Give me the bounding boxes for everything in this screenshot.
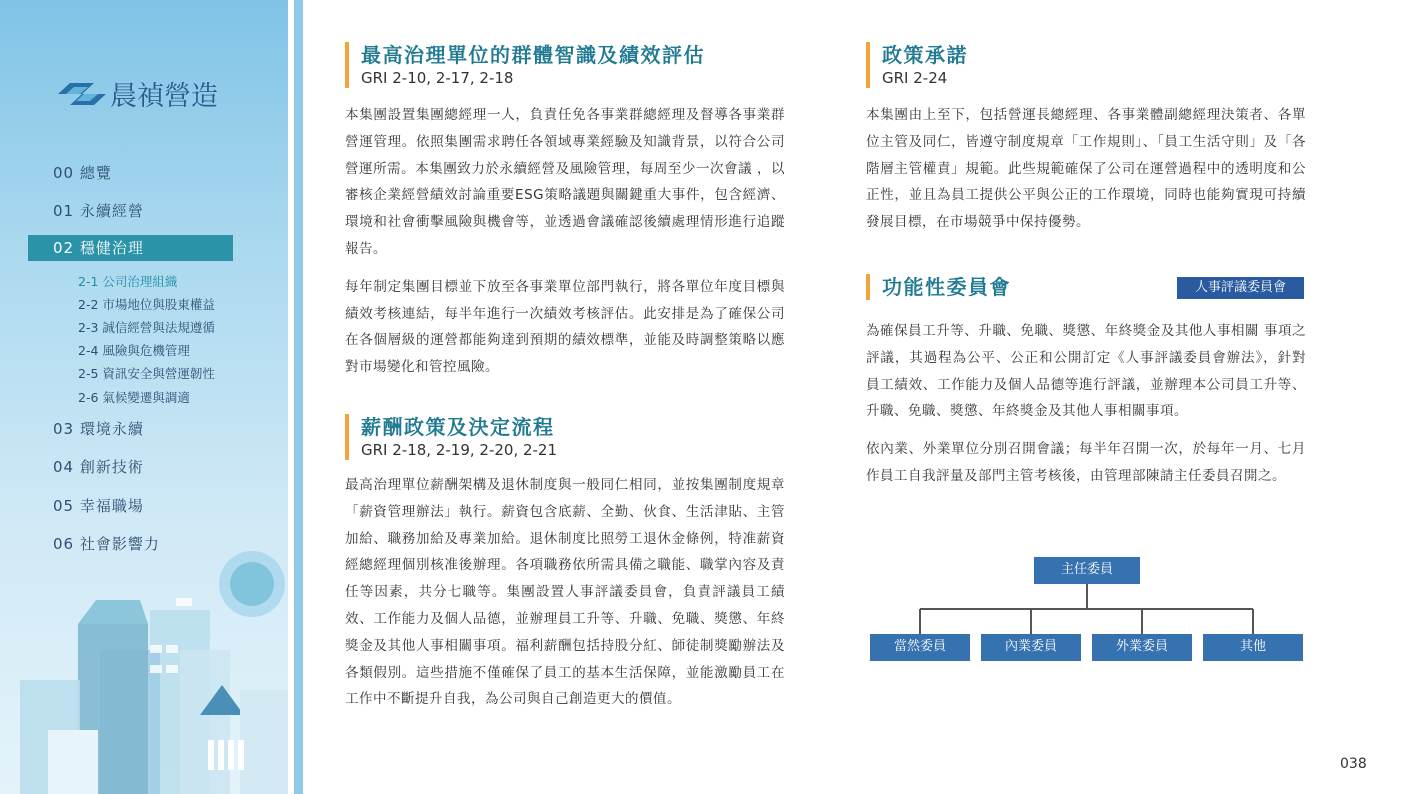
nav-item-workplace[interactable]: 05 幸福職場: [53, 497, 144, 515]
paragraph: 每年制定集團目標並下放至各事業單位部門執行，將各單位年度目標與績效考核連結，每半年進行一次績效考核評估。此安排是為了確保公司在各個層級的運營都能夠達到預期的績效標準，並能及時調整策略以應對市場變化和管控風險。: [345, 278, 785, 376]
section-title: 政策承諾: [882, 43, 968, 67]
org-node-internal: 內業委員: [981, 634, 1081, 661]
paragraph: 為確保員工升等、升職、免職、獎懲、年終獎金及其他人事相關 事項之評議，其過程為公平、公正和公開訂定《人事評議委員會辦法》，針對員工績效、工作能力及個人品德等進行評議，並辦理本公司員工升等、升職、免職、獎懲、年終獎金及其他人事相關事項。: [866, 322, 1306, 420]
org-chart: [866, 556, 1306, 666]
sub-item-integrity[interactable]: 2-3 誠信經營與法規遵循: [78, 320, 215, 335]
paragraph: 本集團由上至下，包括營運長總經理、各事業體副總經理決策者、各單位主管及同仁，皆遵守制度規章「工作規則」、「員工生活守則」及「各階層主管權責」規範。此些規範確保了公司在運營過程中的透明度和公正性，並且為員工提供公平與公正的工作環境，同時也能夠實現可持續發展目標，在市場競爭中保持優勢。: [866, 107, 1306, 231]
nav-item-overview[interactable]: 00 總覽: [53, 164, 112, 182]
section-header-compensation: [345, 414, 785, 460]
page-number: 038: [1340, 756, 1367, 772]
nav-item-environment[interactable]: 03 環境永續: [53, 420, 144, 438]
section-gri: GRI 2-10, 2-17, 2-18: [361, 69, 514, 87]
section-gri: GRI 2-18, 2-19, 2-20, 2-21: [361, 440, 558, 459]
section-title: 功能性委員會: [882, 274, 1011, 299]
section-title: 薪酬政策及決定流程: [361, 414, 555, 439]
paragraph: 本集團設置集團總經理一人，負責任免各事業群總經理及督導各事業群營運管理。依照集團需求聘任各領域專業經驗及知識背景，以符合公司營運所需。本集團致力於永續經營及風險管理，每周至少一次會議 ，以審核企業經營績效討論重要ESG策略議題與關鍵重大事件，包含經濟、環境和社會衝擊風險與機會等，並透過會議確認後續處理情形進行追蹤報告。: [345, 107, 785, 257]
company-logo[interactable]: [58, 74, 218, 113]
section-gri: GRI 2-24: [882, 69, 948, 87]
sub-item-risk[interactable]: 2-4 風險與危機管理: [78, 343, 190, 358]
nav-item-innovation[interactable]: 04 創新技術: [53, 458, 144, 476]
sub-item-infosec[interactable]: 2-5 資訊安全與營運韌性: [78, 366, 215, 381]
paragraph: 依內業、外業單位分別召開會議；每半年召開一次，於每年一月、七月作員工自我評量及部門主管考核後，由管理部陳請主任委員召開之。: [866, 441, 1306, 484]
org-node-other: 其他: [1203, 634, 1303, 661]
logo-text: 晨禎營造: [110, 81, 218, 112]
nav-item-social-impact[interactable]: 06 社會影響力: [53, 535, 160, 553]
section-header-governance-evaluation: [345, 42, 785, 88]
logo-mark-icon: [58, 79, 106, 109]
section-header-committee: [866, 274, 1306, 300]
right-column: [866, 42, 1306, 490]
left-column: [345, 42, 785, 713]
section-header-policy: [866, 42, 1306, 88]
org-node-external: 外業委員: [1092, 634, 1192, 661]
committee-badge: 人事評議委員會: [1177, 277, 1304, 299]
sidebar: [0, 0, 288, 794]
section-title: 最高治理單位的群體智識及績效評估: [361, 43, 705, 67]
divider-blue: [294, 0, 303, 794]
org-node-ex-officio: 當然委員: [870, 634, 970, 661]
sub-item-corporate-governance[interactable]: 2-1 公司治理組織: [78, 274, 178, 289]
sub-item-climate[interactable]: 2-6 氣候變遷與調適: [78, 390, 190, 405]
city-skyline-illustration: [0, 540, 288, 794]
paragraph: 最高治理單位薪酬架構及退休制度與一般同仁相同，並按集團制度規章「薪資管理辦法」執行。薪資包含底薪、全勤、伙食、生活津貼、主管加給、職務加給及專業加給。退休制度比照勞工退休金條例，特准薪資經總經理個別核准後辦理。各項職務依所需具備之職能、職掌內容及責任等因素，共分七職等。集團設置人事評議委員會，負責評議員工績效、工作能力及個人品德，並辦理員工升等、升職、免職、獎懲、年終獎金及其他人事相關事項。福利薪酬包括持股分紅、師徒制獎勵辦法及各類假別。這些措施不僅確保了員工的基本生活保障，並能激勵員工在工作中不斷提升自我，為公司與自己創造更大的價值。: [345, 476, 785, 708]
org-node-chairman: 主任委員: [1034, 557, 1140, 584]
nav-item-sustainable-management[interactable]: 01 永續經營: [53, 202, 144, 220]
sub-item-market-position[interactable]: 2-2 市場地位與股東權益: [78, 297, 215, 312]
nav-item-governance[interactable]: 02 穩健治理: [28, 235, 233, 261]
